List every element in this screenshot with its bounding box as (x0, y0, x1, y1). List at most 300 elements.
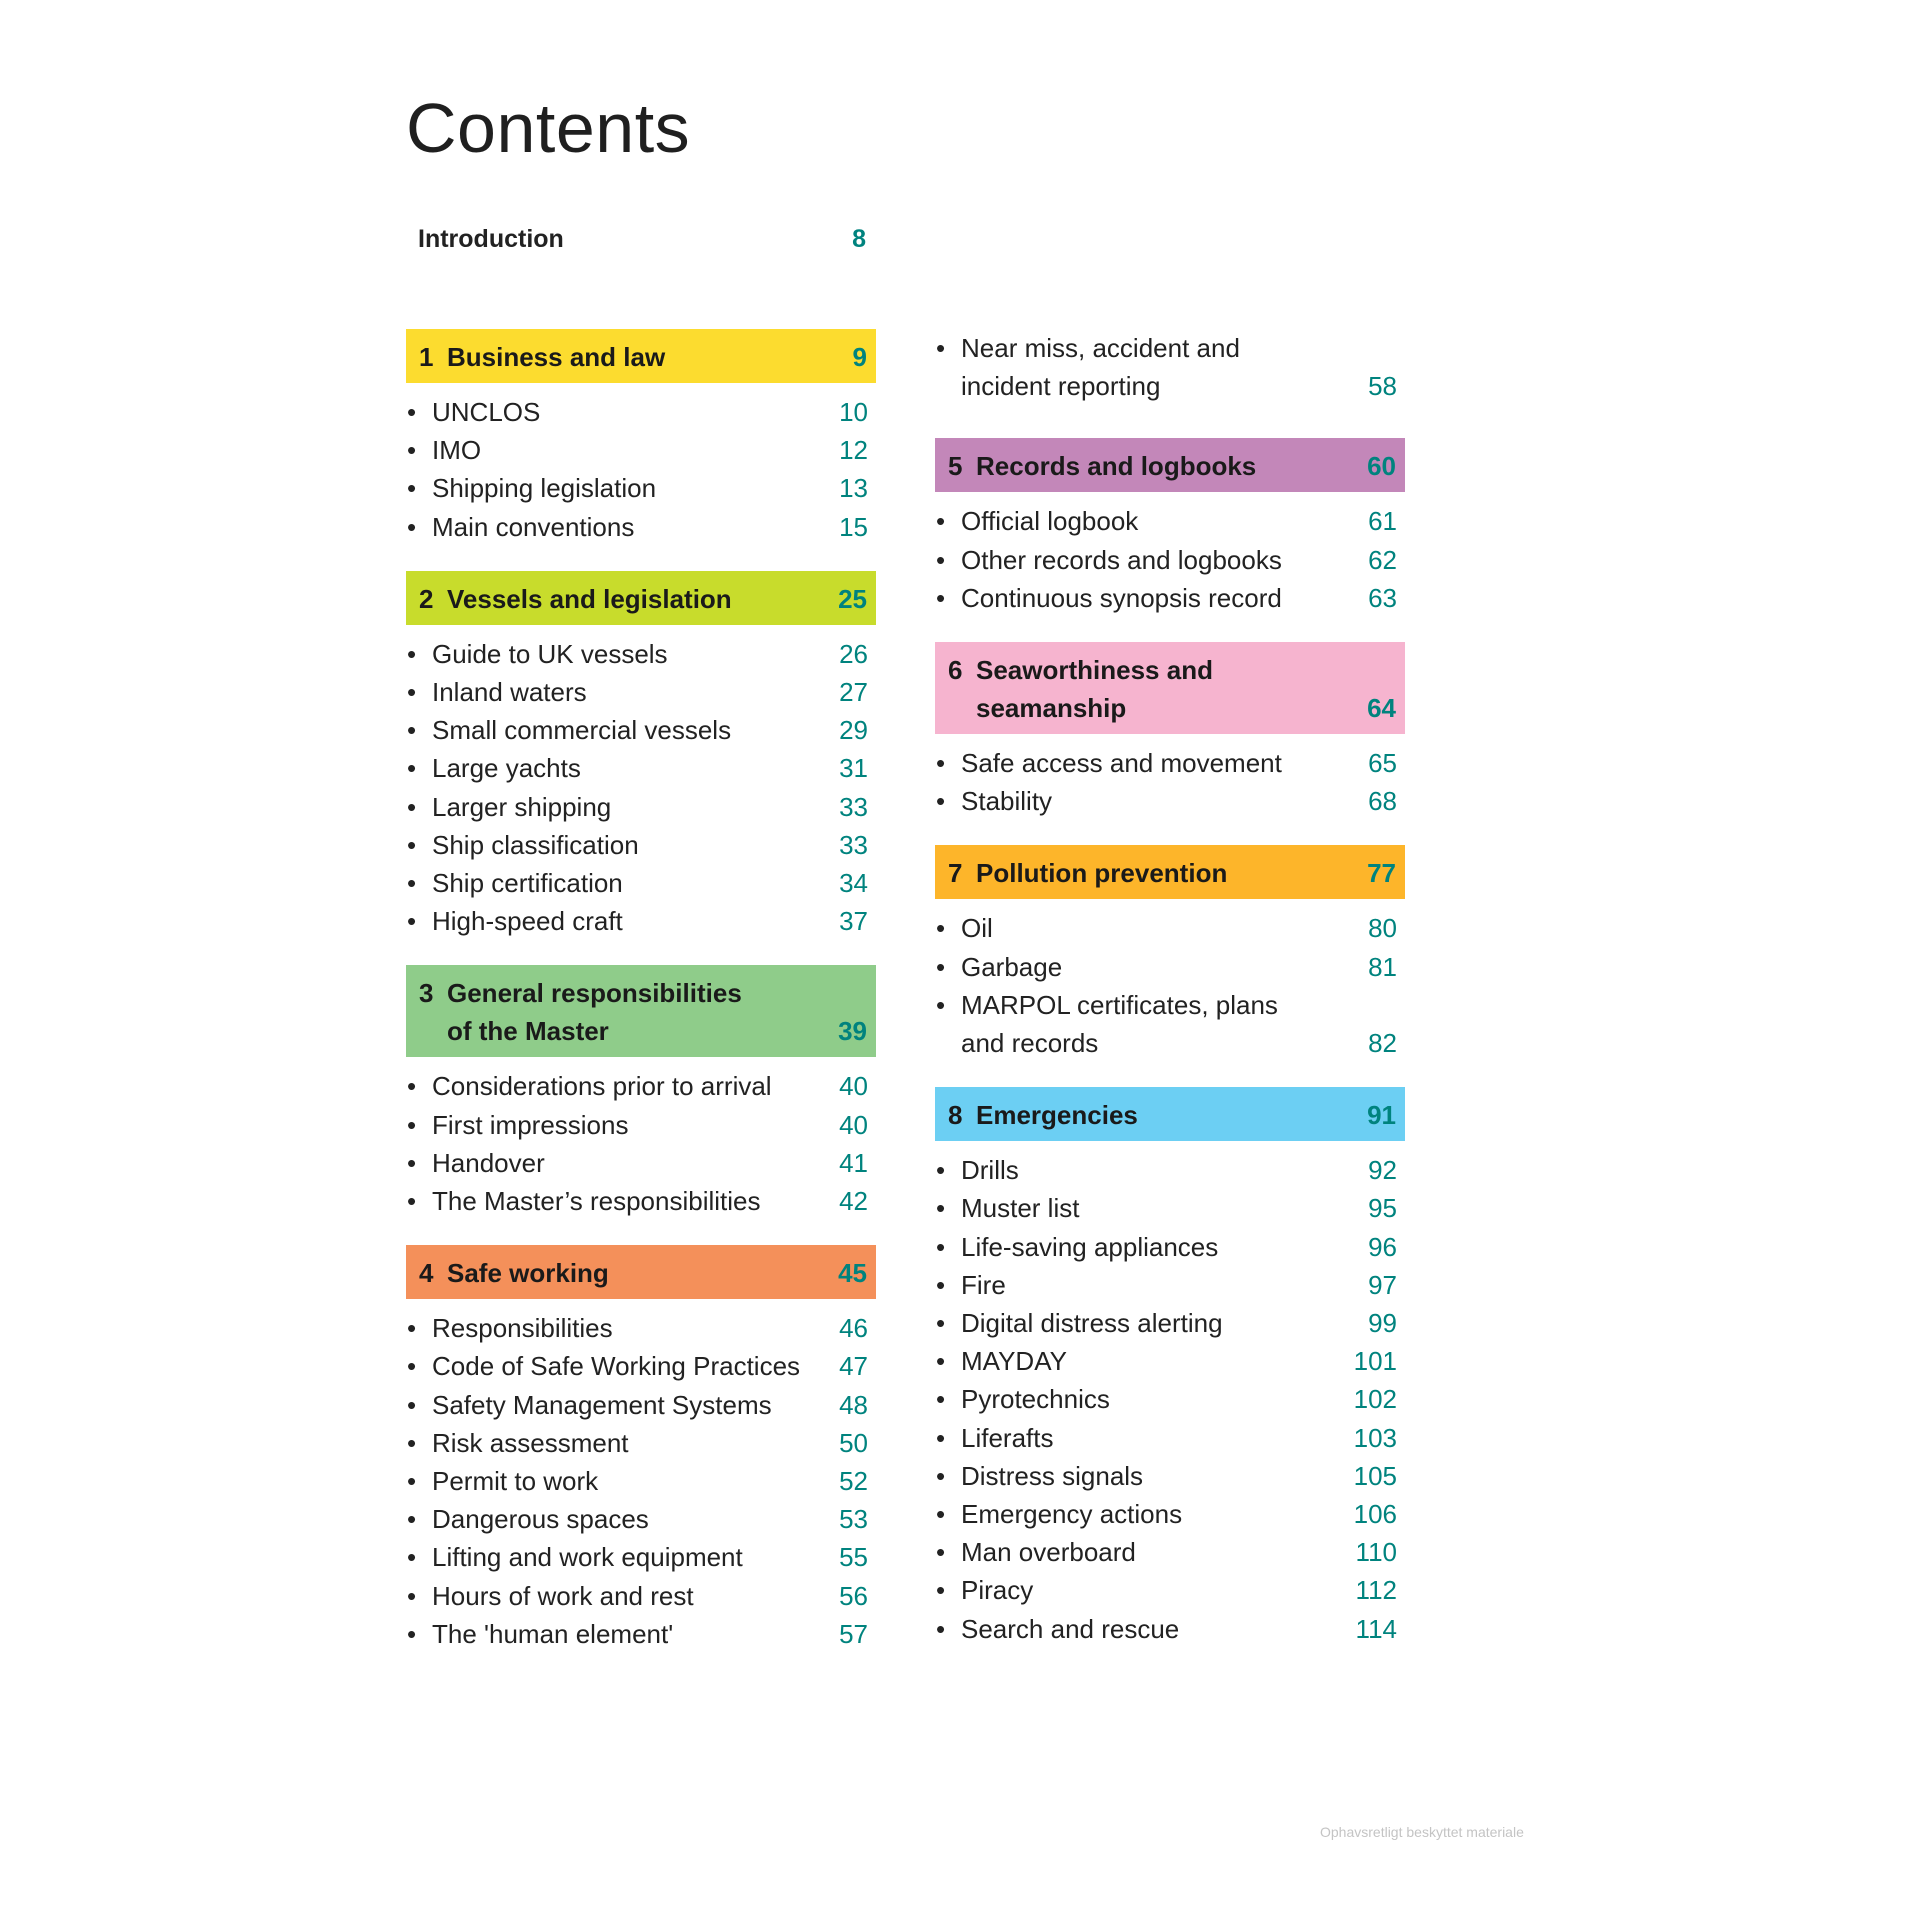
toc-entry-text (935, 1610, 1179, 1648)
section-title: Records and logbooks (976, 451, 1257, 482)
toc-entry-page-number: 92 (1368, 1155, 1397, 1186)
toc-column-left (406, 329, 876, 1678)
toc-entry-text (935, 1571, 1033, 1609)
toc-section-3 (406, 965, 876, 1220)
bullet-icon: • (407, 829, 417, 860)
section-items-list (406, 1067, 876, 1220)
toc-entry-page-number: 46 (839, 1313, 868, 1344)
toc-entry-page-number: 58 (1368, 371, 1397, 402)
toc-entry-label: Large yachts (432, 753, 581, 784)
toc-entry-text (406, 1309, 613, 1347)
toc-entry-page-number: 12 (839, 435, 868, 466)
toc-entry-label: Safety Management Systems (432, 1389, 772, 1420)
toc-entry-text (406, 864, 623, 902)
toc-entry-text (406, 826, 639, 864)
page-title: Contents (406, 89, 691, 167)
toc-entry-page-number: 82 (1368, 1028, 1397, 1059)
toc-entry-text (935, 909, 993, 947)
toc-entry-label: Search and rescue (961, 1613, 1180, 1644)
toc-entry-label: Man overboard (961, 1537, 1136, 1568)
bullet-icon: • (936, 1499, 946, 1530)
toc-entry[interactable] (406, 1577, 876, 1615)
toc-entry-label: Main conventions (432, 511, 635, 542)
toc-entry-text (406, 1067, 772, 1105)
toc-entry-page-number: 10 (839, 397, 868, 427)
toc-entry-text (935, 1533, 1136, 1571)
toc-entry-page-number: 103 (1353, 1422, 1397, 1453)
toc-entry-page-number: 42 (839, 1186, 868, 1217)
bullet-icon: • (407, 753, 417, 784)
toc-entry-label: Official logbook (961, 506, 1139, 537)
toc-entry-label: MARPOL certificates, plans and records (961, 989, 1278, 1059)
bullet-icon: • (936, 1575, 946, 1606)
toc-entry-page-number: 110 (1355, 1537, 1397, 1568)
bullet-icon: • (407, 1071, 417, 1102)
toc-entry[interactable] (406, 1347, 876, 1385)
toc-section-1 (406, 329, 876, 546)
bullet-icon: • (407, 473, 417, 504)
toc-entry-label: Stability (961, 786, 1053, 817)
bullet-icon: • (407, 715, 417, 746)
toc-entry[interactable] (935, 1304, 1405, 1342)
toc-entry-label: Oil (961, 913, 993, 944)
toc-section-4 (406, 1245, 876, 1653)
bullet-icon: • (936, 1231, 946, 1262)
section-title-wrap (419, 974, 742, 1050)
toc-entry[interactable] (406, 1462, 876, 1500)
bullet-icon: • (407, 638, 417, 669)
toc-entry-text (406, 1347, 800, 1385)
toc-entry-text (406, 788, 611, 826)
toc-entry-page-number: 29 (839, 715, 868, 746)
toc-entry-page-number: 33 (839, 829, 868, 860)
bullet-icon: • (407, 397, 417, 427)
bullet-icon: • (407, 1427, 417, 1458)
section-title-wrap (419, 580, 732, 618)
toc-entry-page-number: 41 (839, 1147, 868, 1178)
section-title: Vessels and legislation (447, 583, 732, 614)
toc-entry-label: Considerations prior to arrival (432, 1071, 772, 1102)
toc-entry[interactable] (935, 1610, 1405, 1648)
bullet-icon: • (407, 1351, 417, 1382)
toc-entry-page-number: 97 (1368, 1269, 1397, 1300)
toc-entry[interactable] (406, 1182, 876, 1220)
section-items-list (935, 1151, 1405, 1648)
bullet-icon: • (407, 1313, 417, 1344)
toc-entry-page-number: 26 (839, 638, 868, 669)
toc-entry-label: Liferafts (961, 1422, 1054, 1453)
toc-entry[interactable] (935, 329, 1405, 405)
section-header-7[interactable] (935, 845, 1405, 899)
bullet-icon: • (936, 1384, 946, 1415)
toc-entry-page-number: 15 (839, 511, 868, 542)
bullet-icon: • (936, 786, 946, 817)
toc-entry[interactable] (935, 1151, 1405, 1189)
toc-entry-page-number: 55 (839, 1542, 868, 1573)
toc-section-8 (935, 1087, 1405, 1648)
section-number: 7 (948, 858, 963, 889)
toc-entry-label: Hours of work and rest (432, 1580, 694, 1611)
toc-entry-label: Responsibilities (432, 1313, 613, 1344)
toc-entry[interactable] (406, 393, 876, 431)
section-header-8[interactable] (935, 1087, 1405, 1141)
toc-entry-text (935, 329, 1240, 405)
toc-entry-text (406, 1106, 628, 1144)
toc-entry-page-number: 106 (1353, 1499, 1397, 1530)
bullet-icon: • (936, 913, 946, 944)
toc-entry-label: Life-saving appliances (961, 1231, 1219, 1262)
toc-entry-label: Muster list (961, 1193, 1080, 1224)
toc-entry-text (935, 541, 1282, 579)
toc-entry-text (406, 711, 731, 749)
toc-section-7 (935, 845, 1405, 1062)
toc-entry-text (935, 1228, 1218, 1266)
toc-entry-page-number: 81 (1368, 951, 1397, 982)
toc-entry-page-number: 40 (839, 1071, 868, 1102)
toc-entry-text (406, 635, 668, 673)
toc-entry-text (406, 1144, 545, 1182)
toc-entry[interactable] (406, 1615, 876, 1653)
toc-entry-text (406, 1615, 673, 1653)
toc-entry-label: Other records and logbooks (961, 544, 1282, 575)
section-title-wrap (948, 854, 1227, 892)
bullet-icon: • (407, 1109, 417, 1140)
toc-entry[interactable] (935, 1266, 1405, 1304)
toc-entry-label: IMO (432, 435, 482, 466)
bullet-icon: • (407, 1580, 417, 1611)
section-title-wrap (948, 651, 1213, 727)
toc-entry-text (935, 1457, 1143, 1495)
toc-entry-page-number: 114 (1355, 1613, 1397, 1644)
toc-entry-text (406, 469, 656, 507)
bullet-icon: • (407, 1466, 417, 1497)
toc-entry[interactable] (406, 1067, 876, 1105)
bullet-icon: • (936, 1155, 946, 1186)
bullet-icon: • (936, 1346, 946, 1377)
toc-column-right (935, 329, 1405, 1673)
toc-entry-label: Emergency actions (961, 1499, 1183, 1530)
toc-entry-label: Pyrotechnics (961, 1384, 1110, 1415)
bullet-icon: • (936, 1193, 946, 1224)
toc-entry-page-number: 99 (1368, 1308, 1397, 1339)
section-header-4[interactable] (406, 1245, 876, 1299)
section-items-list (935, 909, 1405, 1062)
toc-entry-text (935, 1189, 1079, 1227)
bullet-icon: • (407, 435, 417, 466)
toc-entry-label: Distress signals (961, 1460, 1144, 1491)
toc-entry[interactable] (406, 1424, 876, 1462)
toc-entry-text (935, 1342, 1067, 1380)
toc-entry[interactable] (406, 788, 876, 826)
toc-entry[interactable] (406, 1538, 876, 1576)
toc-entry-page-number: 112 (1355, 1575, 1397, 1606)
toc-entry-label: Lifting and work equipment (432, 1542, 743, 1573)
intro-label: Introduction (418, 225, 564, 253)
toc-entry[interactable] (406, 673, 876, 711)
section-page-number: 9 (852, 342, 867, 372)
toc-entry-text (406, 1182, 761, 1220)
toc-entry-label: Small commercial vessels (432, 715, 732, 746)
toc-entry-text (406, 749, 581, 787)
section-number: 3 (419, 978, 434, 1009)
bullet-icon: • (407, 906, 417, 937)
toc-entry-page-number: 52 (839, 1466, 868, 1497)
toc-entry-text (406, 902, 623, 940)
toc-entry[interactable] (935, 1457, 1405, 1495)
section-header-3[interactable] (406, 965, 876, 1057)
toc-entry[interactable] (935, 948, 1405, 986)
toc-entry-text (935, 986, 1278, 1062)
bullet-icon: • (936, 1422, 946, 1453)
section-header-2[interactable] (406, 571, 876, 625)
toc-entry-label: Guide to UK vessels (432, 638, 668, 669)
toc-entry[interactable] (935, 1571, 1405, 1609)
toc-entry[interactable] (406, 469, 876, 507)
bullet-icon: • (407, 1542, 417, 1573)
toc-entry-page-number: 48 (839, 1389, 868, 1420)
toc-entry-page-number: 102 (1353, 1384, 1397, 1415)
section-items-list (935, 502, 1405, 617)
toc-entry-text (935, 782, 1052, 820)
bullet-icon: • (407, 1389, 417, 1420)
section-title: Seaworthiness and seamanship (976, 655, 1213, 724)
toc-entry[interactable] (935, 1380, 1405, 1418)
section-title: Pollution prevention (976, 858, 1228, 889)
toc-entry-page-number: 40 (839, 1109, 868, 1140)
section-title: Business and law (447, 342, 666, 372)
toc-entry-label: Inland waters (432, 677, 587, 708)
toc-entry[interactable] (935, 744, 1405, 782)
toc-entry-text (406, 1424, 629, 1462)
toc-entry[interactable] (935, 1419, 1405, 1457)
toc-entry-label: High-speed craft (432, 906, 623, 937)
intro-row[interactable] (418, 225, 868, 254)
section-page-number: 39 (838, 1016, 867, 1047)
bullet-icon: • (407, 677, 417, 708)
toc-entry[interactable] (406, 1309, 876, 1347)
section-items-list (406, 635, 876, 941)
bullet-icon: • (407, 1186, 417, 1217)
bullet-icon: • (407, 868, 417, 899)
section-number: 5 (948, 451, 963, 482)
section-title-wrap (948, 447, 1256, 485)
bullet-icon: • (936, 582, 946, 613)
toc-entry-text (406, 673, 587, 711)
toc-entry-label: Fire (961, 1269, 1006, 1300)
toc-entry-page-number: 61 (1368, 506, 1397, 537)
toc-entry-label: Handover (432, 1147, 545, 1178)
toc-section-5 (935, 438, 1405, 617)
toc-entry-text (935, 1151, 1019, 1189)
toc-entry-page-number: 56 (839, 1580, 868, 1611)
toc-entry[interactable] (406, 902, 876, 940)
section-title-wrap (948, 1096, 1138, 1134)
toc-entry-page-number: 37 (839, 906, 868, 937)
toc-entry[interactable] (935, 1189, 1405, 1227)
toc-entry[interactable] (935, 1228, 1405, 1266)
toc-entry-page-number: 47 (839, 1351, 868, 1382)
toc-entry-text (406, 508, 634, 546)
toc-entry-label: UNCLOS (432, 397, 541, 427)
toc-entry[interactable] (406, 508, 876, 546)
toc-entry-page-number: 95 (1368, 1193, 1397, 1224)
bullet-icon: • (936, 544, 946, 575)
toc-entry-label: Shipping legislation (432, 473, 657, 504)
toc-section-2 (406, 571, 876, 941)
toc-entry-text (935, 744, 1282, 782)
section-page-number: 60 (1367, 451, 1396, 482)
section-number: 4 (419, 1258, 434, 1289)
section-items-list (935, 744, 1405, 820)
bullet-icon: • (936, 748, 946, 779)
toc-entry-label: MAYDAY (961, 1346, 1067, 1377)
toc-entry[interactable] (935, 909, 1405, 947)
toc-entry[interactable] (406, 431, 876, 469)
toc-entry-label: Safe access and movement (961, 748, 1282, 779)
toc-entry-label: Ship classification (432, 829, 639, 860)
bullet-icon: • (936, 1460, 946, 1491)
toc-entry-label: Larger shipping (432, 791, 612, 822)
section-title: Safe working (447, 1258, 609, 1289)
toc-entry-text (406, 1462, 598, 1500)
section-page-number: 91 (1367, 1100, 1396, 1131)
section-title: Emergencies (976, 1100, 1138, 1131)
section-items-list (406, 393, 876, 546)
toc-entry-page-number: 96 (1368, 1231, 1397, 1262)
toc-entry-page-number: 34 (839, 868, 868, 899)
toc-entry-page-number: 13 (839, 473, 868, 504)
toc-entry-text (406, 1577, 694, 1615)
section-title-wrap (419, 338, 665, 376)
toc-entry-text (935, 1266, 1006, 1304)
toc-entry-text (935, 1419, 1054, 1457)
section-header-6[interactable] (935, 642, 1405, 734)
bullet-icon: • (936, 1537, 946, 1568)
toc-entry[interactable] (935, 986, 1405, 1062)
toc-entry[interactable] (935, 1533, 1405, 1571)
toc-entry[interactable] (406, 1500, 876, 1538)
toc-entry-page-number: 68 (1368, 786, 1397, 817)
toc-entry-label: The 'human element' (432, 1618, 674, 1649)
toc-entry-text (935, 1304, 1223, 1342)
toc-entry-page-number: 62 (1368, 544, 1397, 575)
toc-entry-text (935, 502, 1138, 540)
toc-entry[interactable] (935, 1342, 1405, 1380)
toc-entry-text (406, 393, 540, 431)
section-title-wrap (419, 1254, 609, 1292)
toc-entry-label: The Master’s responsibilities (432, 1186, 761, 1217)
section-page-number: 25 (838, 583, 867, 614)
section-number: 2 (419, 583, 434, 614)
section-page-number: 45 (838, 1258, 867, 1289)
bullet-icon: • (936, 951, 946, 982)
toc-entry[interactable] (935, 1495, 1405, 1533)
toc-entry-page-number: 33 (839, 791, 868, 822)
toc-entry-text (935, 948, 1062, 986)
toc-entry[interactable] (935, 541, 1405, 579)
bullet-icon: • (936, 333, 946, 363)
copyright-watermark: Ophavsretligt beskyttet materiale (1320, 1824, 1524, 1840)
section-page-number: 64 (1367, 693, 1396, 724)
toc-entry-page-number: 63 (1368, 582, 1397, 613)
toc-entry-label: Ship certification (432, 868, 623, 899)
bullet-icon: • (936, 989, 946, 1020)
toc-entry-page-number: 53 (839, 1504, 868, 1535)
section-number: 8 (948, 1100, 963, 1131)
toc-entry-label: Code of Safe Working Practices (432, 1351, 801, 1382)
toc-entry[interactable] (935, 782, 1405, 820)
toc-entry-label: First impressions (432, 1109, 629, 1140)
toc-entry-text (935, 579, 1282, 617)
toc-entry-label: Drills (961, 1155, 1019, 1186)
bullet-icon: • (407, 1618, 417, 1649)
toc-entry-page-number: 105 (1353, 1460, 1397, 1491)
toc-entry[interactable] (406, 826, 876, 864)
toc-entry[interactable] (406, 635, 876, 673)
toc-entry[interactable] (935, 502, 1405, 540)
intro-page-number: 8 (852, 225, 866, 253)
bullet-icon: • (407, 511, 417, 542)
section-items-list (935, 329, 1405, 405)
toc-entry[interactable] (406, 1386, 876, 1424)
toc-entry[interactable] (406, 711, 876, 749)
section-header-1[interactable] (406, 329, 876, 383)
toc-entry-text (406, 1500, 649, 1538)
toc-entry-label: Permit to work (432, 1466, 599, 1497)
section-page-number: 77 (1367, 858, 1396, 889)
toc-entry-page-number: 50 (839, 1427, 868, 1458)
toc-entry-label: Piracy (961, 1575, 1034, 1606)
toc-entry-page-number: 31 (839, 753, 868, 784)
toc-entry-page-number: 65 (1368, 748, 1397, 779)
toc-entry[interactable] (406, 1106, 876, 1144)
bullet-icon: • (407, 791, 417, 822)
toc-entry-label: Dangerous spaces (432, 1504, 649, 1535)
toc-entry-page-number: 27 (839, 677, 868, 708)
bullet-icon: • (407, 1147, 417, 1178)
toc-section-6 (935, 642, 1405, 820)
bullet-icon: • (936, 1308, 946, 1339)
toc-entry[interactable] (406, 864, 876, 902)
toc-entry-label: Digital distress alerting (961, 1308, 1223, 1339)
toc-entry-label: Near miss, accident and incident reporting (961, 333, 1240, 402)
toc-entry-text (935, 1495, 1182, 1533)
section-header-5[interactable] (935, 438, 1405, 492)
toc-entry-text (406, 1538, 743, 1576)
toc-entry-page-number: 80 (1368, 913, 1397, 944)
bullet-icon: • (936, 1613, 946, 1644)
toc-entry-label: Garbage (961, 951, 1063, 982)
bullet-icon: • (407, 1504, 417, 1535)
toc-entry-text (935, 1380, 1110, 1418)
toc-entry-text (406, 431, 481, 469)
toc-entry-text (406, 1386, 772, 1424)
toc-entry-label: Risk assessment (432, 1427, 629, 1458)
section-number: 6 (948, 655, 963, 686)
toc-entry[interactable] (406, 749, 876, 787)
section-title: General responsibilities of the Master (447, 978, 742, 1047)
toc-entry-label: Continuous synopsis record (961, 582, 1282, 613)
toc-entry-page-number: 101 (1353, 1346, 1397, 1377)
bullet-icon: • (936, 1269, 946, 1300)
toc-section-continued (935, 329, 1405, 405)
toc-entry-page-number: 57 (839, 1618, 868, 1649)
section-number: 1 (419, 342, 434, 372)
toc-entry[interactable] (935, 579, 1405, 617)
bullet-icon: • (936, 506, 946, 537)
section-items-list (406, 1309, 876, 1653)
toc-entry[interactable] (406, 1144, 876, 1182)
